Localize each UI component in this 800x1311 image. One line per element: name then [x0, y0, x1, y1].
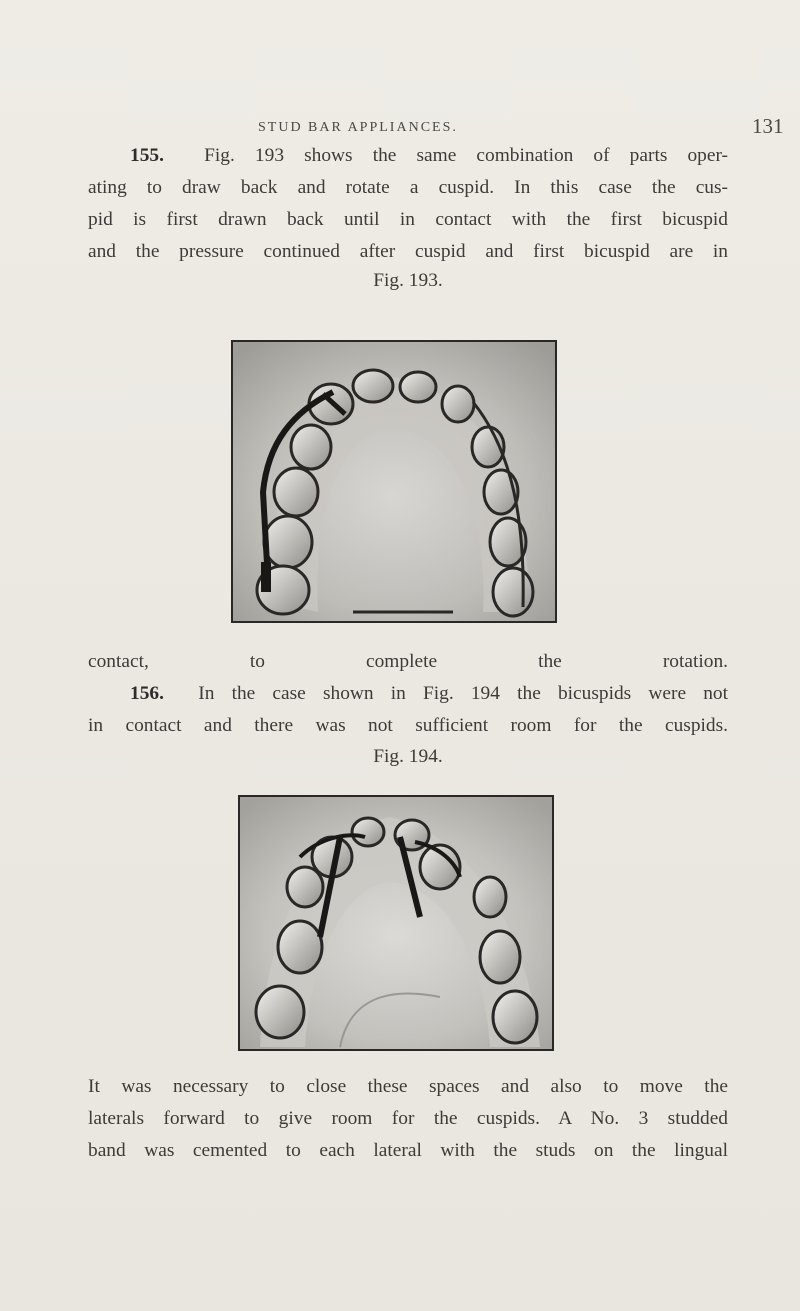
paragraph-155-line-1 [88, 140, 728, 173]
paragraph-continued-line-2: laterals forward to give room for the cuspids. A No. 3 studded [88, 1108, 728, 1129]
paragraph-text: Fig. 193 shows the same combination of parts oper- [204, 145, 728, 166]
figure-194-caption: Fig. 194. [373, 746, 443, 767]
paragraph-text: In the case shown in Fig. 194 the bicuspids were not [198, 683, 728, 704]
paragraph-continued-line-1: It was necessary to close these spaces and also to move the [88, 1076, 728, 1097]
paragraph-156-line-2: in contact and there was not sufficient room for the cuspids. [88, 715, 728, 736]
paragraph-text: contact, to complete the rotation. [88, 651, 728, 672]
dental-cast-photo [233, 342, 555, 621]
figure-194-dental-cast [238, 795, 554, 1051]
paragraph-155-line-4: and the pressure continued after cuspid and first bicuspid are in [88, 241, 728, 262]
running-head: STUD BAR APPLIANCES. [258, 120, 458, 135]
paragraph-continued-line-3: band was cemented to each lateral with the studs on the lingual [88, 1140, 728, 1161]
page-number: 131 [752, 114, 784, 138]
figure-193-dental-cast [231, 340, 557, 623]
paragraph-number: 155. [130, 145, 164, 166]
figure-193-caption: Fig. 193. [373, 270, 443, 291]
paragraph-155-line-2: ating to draw back and rotate a cuspid. In this case the cus- [88, 177, 728, 198]
dental-cast-photo [240, 797, 552, 1049]
paragraph-number: 156. [130, 683, 164, 704]
paragraph-155-line-3: pid is first drawn back until in contact with the first bicuspid [88, 209, 728, 230]
paragraph-155-line-5 [88, 646, 728, 679]
paragraph-156-line-1 [88, 678, 728, 711]
